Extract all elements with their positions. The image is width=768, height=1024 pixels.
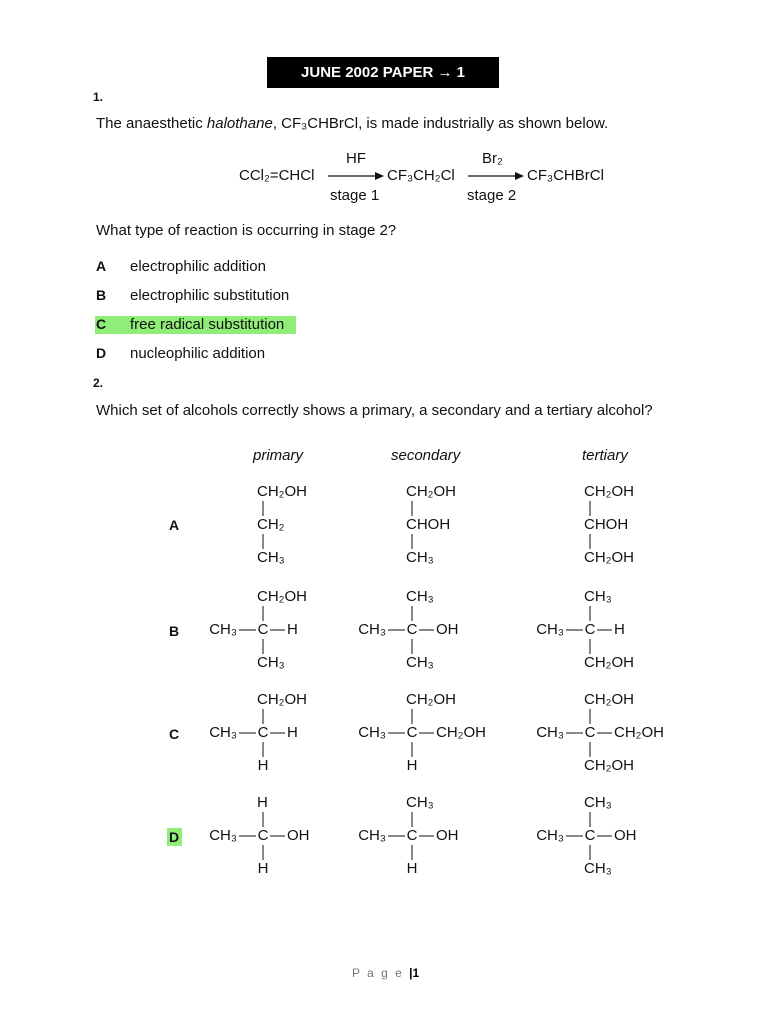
structure-left-group: CH₃ [209,723,237,741]
scheme-label-1: stage 1 [330,187,380,204]
option-a-text: electrophilic addition [130,258,266,275]
scheme-reagent-1: HF [346,150,366,167]
stem-suffix: , is made industrially as shown below. [358,115,609,132]
structure-bottom-group: H [257,756,269,774]
page-footer [352,966,419,980]
structure-right-group: OH [614,826,637,844]
structure-bottom-group: CH₂OH [584,548,634,566]
structure-center-atom: C [406,826,418,844]
structure-center-atom: C [257,620,269,638]
structure-top-group: CH₃ [406,587,434,605]
column-header-secondary: secondary [391,447,461,464]
structure-center-atom: C [406,620,418,638]
structure-left-group: CH₃ [209,620,237,638]
structure-bottom-group: CH₂OH [584,653,634,671]
option-letter: C [96,316,107,332]
structure-top-group: CH₂OH [257,587,307,605]
structure-top-group: CH₂OH [257,482,307,500]
stem-formula: , CF₃CHBrCl [272,115,359,132]
page-label: P a g e [352,966,404,980]
scheme-reagent-2: Br₂ [482,150,503,167]
row-letter-a: A [169,517,180,533]
row-letter-d: D [169,829,180,845]
structure-top-group: CH₂OH [406,482,456,500]
question-2-number: 2. [93,376,104,390]
structure-right-group: OH [436,620,459,638]
stem-italic: halothane [206,115,273,132]
question-1-number: 1. [93,90,104,104]
structure-center-group: CHOH [584,515,629,533]
structure-top-group: CH₂OH [257,690,307,708]
structure-bottom-group: CH₂OH [584,756,634,774]
structure-left-group: CH₃ [358,826,386,844]
structure-top-group: CH₃ [584,587,612,605]
page-title-text: JUNE 2002 PAPER → 1 [301,64,465,81]
option-b-text: electrophilic substitution [130,287,290,304]
structure-center-atom: C [257,723,269,741]
question-2-text: Which set of alcohols correctly shows a primary, a secondary and a tertiary alcohol? [96,402,653,419]
structure-right-group: H [287,620,298,638]
structure-bottom-group: CH₃ [257,653,285,671]
structure-top-group: CH₂OH [584,482,634,500]
column-header-tertiary: tertiary [582,447,628,464]
structure-right-group: CH₂OH [614,723,664,741]
option-letter: A [96,258,107,274]
structure-top-group: H [257,793,268,811]
structure-center-atom: C [406,723,418,741]
option-letter: B [96,287,107,303]
column-header-primary: primary [253,447,304,464]
page-number: 1 [412,966,420,980]
structure-left-group: CH₃ [536,620,564,638]
structure-top-group: CH₃ [406,793,434,811]
structure-center-group: CHOH [406,515,451,533]
structure-left-group: CH₃ [358,620,386,638]
structure-bottom-group: CH₃ [257,548,285,566]
structure-center-atom: C [584,620,596,638]
structure-center-atom: C [257,826,269,844]
structure-left-group: CH₃ [536,723,564,741]
structure-bottom-group: CH₃ [406,653,434,671]
structure-left-group: CH₃ [536,826,564,844]
structure-right-group: OH [436,826,459,844]
structure-center-group: CH₂ [257,515,285,533]
structure-left-group: CH₃ [209,826,237,844]
structure-top-group: CH₂OH [584,690,634,708]
row-letter-c: C [169,726,180,742]
structure-left-group: CH₃ [358,723,386,741]
stem-prefix: The anaesthetic [96,115,207,132]
question-1-text: What type of reaction is occurring in stage 2? [96,222,397,239]
structure-top-group: CH₃ [584,793,612,811]
structure-right-group: OH [287,826,310,844]
structure-center-atom: C [584,826,596,844]
option-d-text: nucleophilic addition [130,345,266,362]
structure-right-group: H [614,620,625,638]
structure-center-atom: C [584,723,596,741]
scheme-start: CCl₂=CHCl [239,167,315,184]
option-letter: D [96,345,107,361]
scheme-middle: CF₃CH₂Cl [387,167,455,184]
structure-right-group: CH₂OH [436,723,486,741]
option-c-text: free radical substitution [130,316,285,333]
structure-bottom-group: H [406,859,418,877]
structure-bottom-group: CH₃ [406,548,434,566]
structure-top-group: CH₂OH [406,690,456,708]
structure-bottom-group: H [406,756,418,774]
scheme-product: CF₃CHBrCl [527,167,604,184]
structure-bottom-group: H [257,859,269,877]
structure-right-group: H [287,723,298,741]
page-separator: | [409,966,413,980]
structure-bottom-group: CH₃ [584,859,612,877]
row-letter-b: B [169,623,180,639]
scheme-label-2: stage 2 [467,187,517,204]
